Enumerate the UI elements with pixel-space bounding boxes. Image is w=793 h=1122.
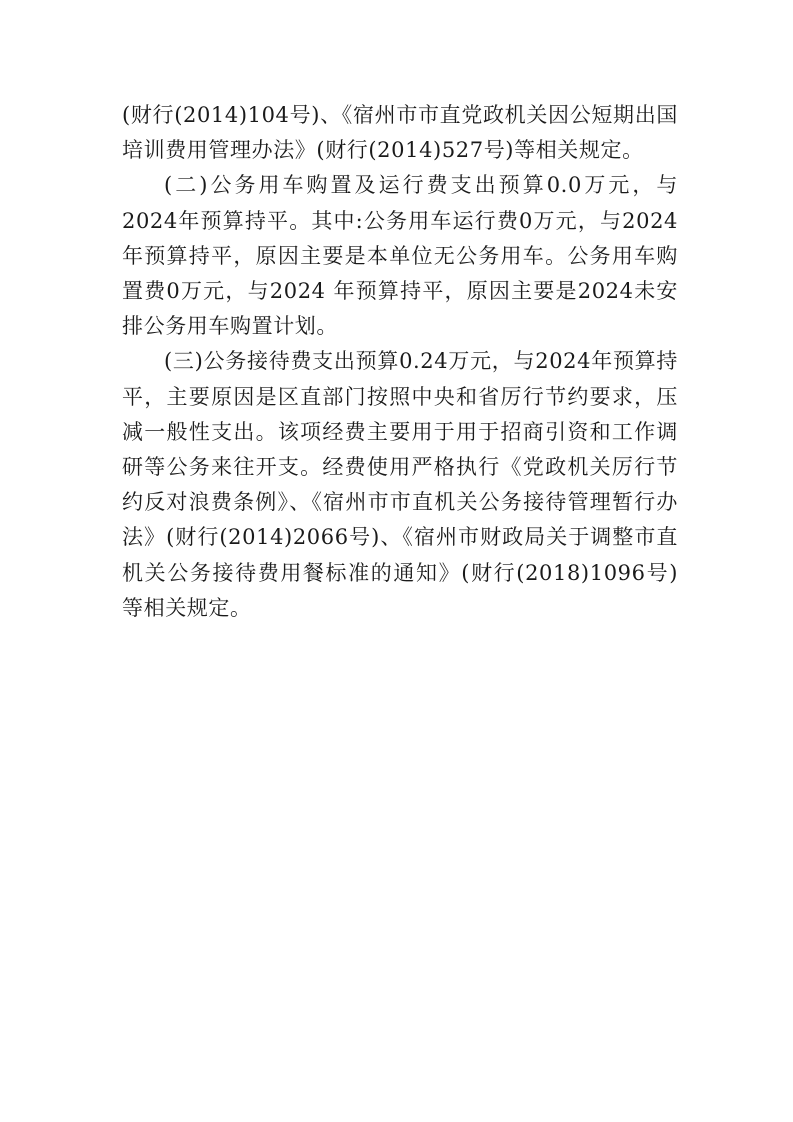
paragraph-vehicle-expenses: (二)公务用车购置及运行费支出预算0.0万元，与2024年预算持平。其中:公务用车运行费0万元，与2024年预算持平，原因主要是本单位无公务用车。公务用车购置费0万元，与2024 年预算持平，原因主要是2024未安排公务用车购置计划。 [122,173,678,339]
paragraph-reception-expenses: (三)公务接待费支出预算0.24万元，与2024年预算持平，主要原因是区直部门按照中央和省厉行节约要求，压减一般性支出。该项经费主要用于用于招商引资和工作调研等公务来往开支。经费使用严格执行《党政机关厉行节约反对浪费条例》、《宿州市市直机关公务接待管理暂行办法》(财行(2014)2066号)、《宿州市财政局关于调整市直机关公务接待费用餐标准的通知》(财行(2018)1096号)等相关规定。 [122,349,678,620]
paragraph-continuation: (财行(2014)104号)、《宿州市市直党政机关因公短期出国培训费用管理办法》(财行(2014)527号)等相关规定。 [122,103,678,163]
document-body [122,98,678,626]
